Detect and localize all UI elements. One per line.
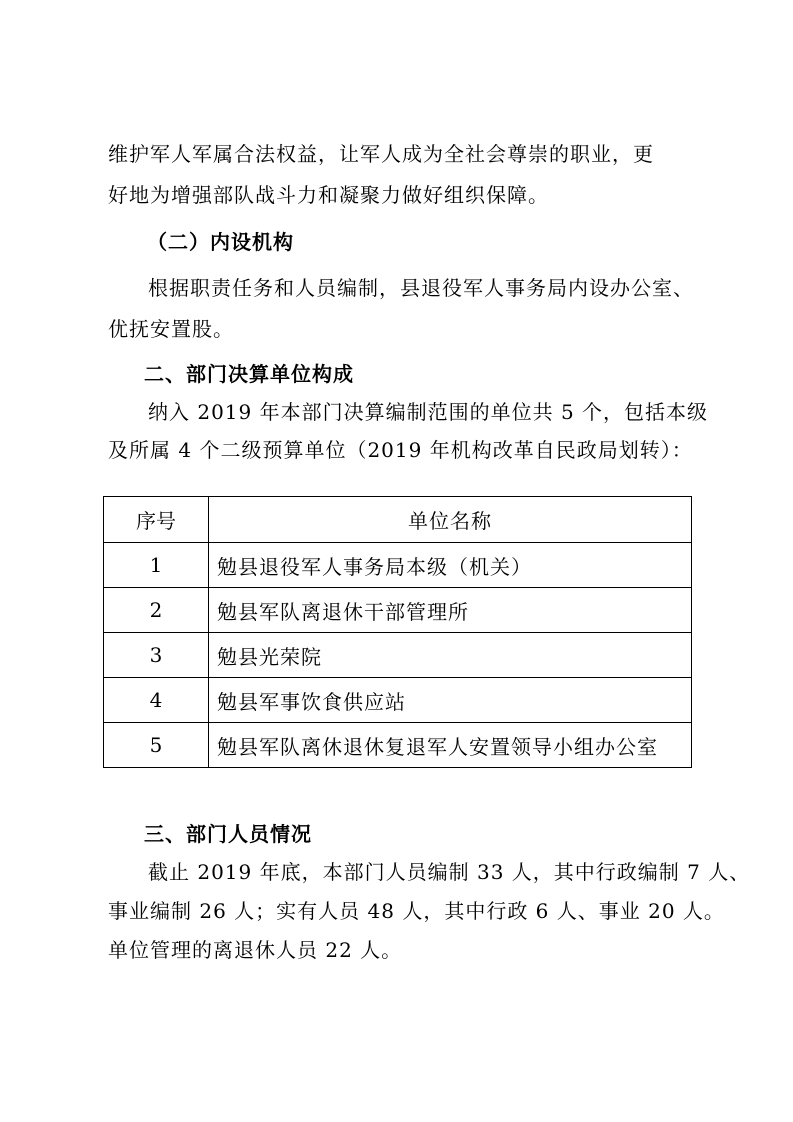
- paragraph-line: 根据职责任务和人员编制，县退役军人事务局内设办公室、: [148, 276, 694, 300]
- table-cell-name: 勉县军事饮食供应站: [209, 678, 692, 723]
- table-cell-no: 1: [104, 543, 209, 588]
- section-heading-staff: 三、部门人员情况: [144, 822, 312, 846]
- paragraph-line: 截止 2019 年底，本部门人员编制 33 人，其中行政编制 7 人、: [148, 860, 751, 884]
- section-heading-units: 二、部门决算单位构成: [144, 362, 354, 386]
- paragraph-line: 单位管理的离退休人员 22 人。: [108, 938, 403, 962]
- paragraph-line: 纳入 2019 年本部门决算编制范围的单位共 5 个，包括本级: [148, 400, 709, 424]
- paragraph-line: 维护军人军属合法权益，让军人成为全社会尊崇的职业，更: [108, 142, 654, 166]
- paragraph-line: 优抚安置股。: [108, 317, 234, 341]
- units-table: [103, 496, 692, 768]
- table-cell-no: 4: [104, 678, 209, 723]
- table-cell-no: 3: [104, 633, 209, 678]
- table-row: [104, 723, 692, 768]
- paragraph-line: 好地为增强部队战斗力和凝聚力做好组织保障。: [108, 183, 549, 207]
- table-cell-no: 5: [104, 723, 209, 768]
- table-row: [104, 678, 692, 723]
- table-cell-name: 勉县军队离退休干部管理所: [209, 588, 692, 633]
- table-row: [104, 543, 692, 588]
- table-cell-name: 勉县光荣院: [209, 633, 692, 678]
- table-row: [104, 588, 692, 633]
- paragraph-line: 事业编制 26 人；实有人员 48 人，其中行政 6 人、事业 20 人。: [108, 899, 725, 923]
- table-row: [104, 633, 692, 678]
- table-cell-no: 2: [104, 588, 209, 633]
- section-heading-internal-structure: （二）内设机构: [147, 230, 294, 254]
- paragraph-line: 及所属 4 个二级预算单位（2019 年机构改革自民政局划转）：: [108, 438, 693, 462]
- table-header-row: [104, 497, 692, 543]
- table-cell-name: 勉县军队离休退休复退军人安置领导小组办公室: [209, 723, 692, 768]
- table-header-name: 单位名称: [209, 497, 692, 543]
- table-header-no: 序号: [104, 497, 209, 543]
- table-cell-name: 勉县退役军人事务局本级（机关）: [209, 543, 692, 588]
